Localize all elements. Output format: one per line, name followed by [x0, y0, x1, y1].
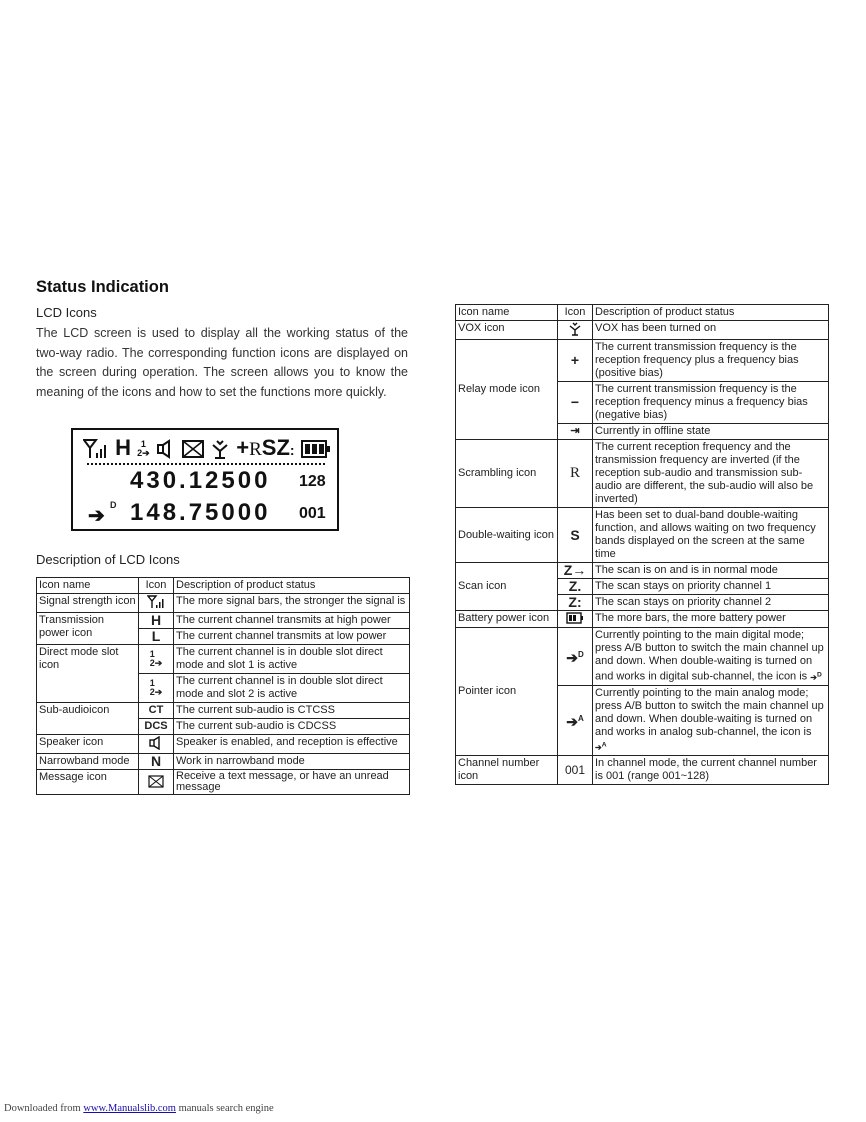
relay-minus-icon: −	[558, 382, 593, 424]
row-description: The scan is on and is in normal mode	[593, 563, 829, 579]
header-description: Description of product status	[593, 305, 829, 321]
row-name: Signal strength icon	[37, 594, 139, 613]
scan-normal-icon: Z→	[558, 563, 593, 579]
pointer-analog-small-icon: ➔$^A$	[595, 741, 607, 753]
lcd-slot-indicator: 1 2➔	[137, 439, 150, 459]
row-name: Pointer icon	[456, 628, 558, 756]
table-row	[37, 645, 410, 674]
channel-number-icon: 001	[558, 756, 593, 785]
header-description: Description of product status	[174, 578, 410, 594]
footer-suffix: manuals search engine	[178, 1103, 274, 1114]
row-description: The current sub-audio is CTCSS	[174, 703, 410, 719]
lcd-main-channel: 128	[299, 473, 326, 490]
lcd-relay-indicator: +	[236, 435, 250, 460]
row-description: The current channel is in double slot direct mode and slot 1 is active	[174, 645, 410, 674]
row-name: Speaker icon	[37, 735, 139, 754]
row-description: The more signal bars, the stronger the signal is	[174, 594, 410, 613]
pointer-arrow-icon: ➔	[88, 505, 105, 527]
table-row	[37, 770, 410, 795]
lcd-scramble-indicator: R	[249, 439, 262, 460]
table1-title: Description of LCD Icons	[36, 552, 180, 567]
scan-priority-1-icon: Z.	[558, 579, 593, 595]
speaker-icon	[139, 735, 174, 754]
table-row	[456, 321, 829, 340]
lcd-main-frequency: 430.12500	[130, 467, 271, 494]
lcd-scan-indicator: Z	[276, 435, 290, 460]
section-title: Status Indication	[36, 278, 169, 296]
table-row	[37, 735, 410, 754]
row-description: Speaker is enabled, and reception is effective	[174, 735, 410, 754]
row-name: Message icon	[37, 770, 139, 795]
row-description: The current transmission frequency is the reception frequency plus a frequency bias (positive bias)	[593, 340, 829, 382]
table-row	[456, 340, 829, 382]
footer	[4, 1103, 274, 1114]
scrambling-icon: R	[558, 440, 593, 508]
relay-offline-icon: ⇥	[558, 424, 593, 440]
lcd-scan-marker: :	[289, 442, 295, 458]
row-name: Scan icon	[456, 563, 558, 611]
row-description: The scan stays on priority channel 1	[593, 579, 829, 595]
lcd-status-row	[83, 435, 331, 461]
scan-priority-2-icon: Z:	[558, 595, 593, 611]
lcd-divider	[87, 463, 325, 465]
row-name: Channel number icon	[456, 756, 558, 785]
lcd-icons-table-1	[36, 577, 410, 795]
row-description: Receive a text message, or have an unread message	[174, 770, 410, 795]
row-name: Narrowband mode	[37, 754, 139, 770]
table-row	[37, 754, 410, 770]
relay-plus-icon: +	[558, 340, 593, 382]
row-description: The current sub-audio is CDCSS	[174, 719, 410, 735]
battery-icon	[558, 611, 593, 628]
table-row	[456, 563, 829, 579]
row-description: Currently pointing to the main digital mode; press A/B button to switch the main channel up and down. When double-waiting is turned on and works in digital sub-channel, the icon is ➔$^D$	[593, 628, 829, 686]
row-name: Scrambling icon	[456, 440, 558, 508]
low-power-icon: L	[139, 629, 174, 645]
ctcss-icon: CT	[139, 703, 174, 719]
table-header-row	[37, 578, 410, 594]
lcd-dual-indicator: S	[261, 435, 277, 460]
signal-strength-icon	[139, 594, 174, 613]
table-row	[37, 594, 410, 613]
row-description: The more bars, the more battery power	[593, 611, 829, 628]
lcd-icons-subhead: LCD Icons	[36, 305, 97, 320]
lcd-pointer-mode: D	[110, 500, 117, 510]
double-waiting-icon: S	[558, 508, 593, 563]
row-name: Battery power icon	[456, 611, 558, 628]
row-description: Currently in offline state	[593, 424, 829, 440]
pointer-digital-small-icon: ➔$^D$	[810, 671, 822, 682]
footer-prefix: Downloaded from	[4, 1103, 81, 1114]
high-power-icon: H	[139, 613, 174, 629]
header-icon-name: Icon name	[456, 305, 558, 321]
slot-2-icon: 1 2➔	[139, 674, 174, 703]
row-description: In channel mode, the current channel number is 001 (range 001~128)	[593, 756, 829, 785]
table-row	[456, 756, 829, 785]
lcd-sub-frequency: 148.75000	[130, 499, 271, 526]
row-description: The current reception frequency and the transmission frequency are inverted (if the reception sub-audio and transmission sub-audio are different, the sub-audio will also be inverted)	[593, 440, 829, 508]
pointer-digital-icon: ➔$^D$	[558, 628, 593, 686]
dcs-icon: DCS	[139, 719, 174, 735]
narrowband-icon: N	[139, 754, 174, 770]
row-name: VOX icon	[456, 321, 558, 340]
table-row	[456, 440, 829, 508]
vox-icon	[558, 321, 593, 340]
envelope-icon	[139, 770, 174, 795]
row-description: The current transmission frequency is the reception frequency minus a frequency bias (negative bias)	[593, 382, 829, 424]
lcd-icons-table-2	[455, 304, 829, 785]
table-row	[37, 703, 410, 719]
row-name: Direct mode slot icon	[37, 645, 139, 703]
header-icon-name: Icon name	[37, 578, 139, 594]
vox-icon	[210, 439, 230, 459]
battery-icon	[301, 439, 331, 459]
envelope-icon	[182, 440, 204, 458]
table-row	[456, 628, 829, 686]
lcd-sub-channel: 001	[299, 505, 326, 522]
signal-bars-icon	[83, 439, 109, 459]
row-name: Double-waiting icon	[456, 508, 558, 563]
row-description: The current channel is in double slot direct mode and slot 2 is active	[174, 674, 410, 703]
row-description: Currently pointing to the main analog mode; press A/B button to switch the main channel up and down. When double-waiting is turned on and works in analog sub-channel, the icon is ➔$^A$	[593, 685, 829, 756]
row-name: Sub-audioicon	[37, 703, 139, 735]
row-description: Work in narrowband mode	[174, 754, 410, 770]
row-description: The current channel transmits at high power	[174, 613, 410, 629]
row-description: The scan stays on priority channel 2	[593, 595, 829, 611]
row-description: Has been set to dual-band double-waiting function, and allows waiting on two frequency bands displayed on the screen at the same time	[593, 508, 829, 563]
table-row	[456, 611, 829, 628]
manualslib-link[interactable]: www.Manualslib.com	[83, 1103, 176, 1114]
row-description: The current channel transmits at low power	[174, 629, 410, 645]
slot-1-icon: 1 2➔	[139, 645, 174, 674]
row-name: Relay mode icon	[456, 340, 558, 440]
header-icon: Icon	[139, 578, 174, 594]
pointer-analog-icon: ➔$^A$	[558, 685, 593, 756]
lcd-power-indicator: H	[115, 435, 132, 460]
lcd-illustration	[71, 428, 339, 531]
row-name: Transmission power icon	[37, 613, 139, 645]
table-row	[456, 508, 829, 563]
speaker-icon	[156, 439, 176, 459]
row-description: VOX has been turned on	[593, 321, 829, 340]
intro-paragraph: The LCD screen is used to display all the working status of the two-way radio. The corresponding function icons are displayed on the screen during operation. The screen allows you to know the meaning of the icons and how to set the functions more quickly.	[36, 326, 408, 399]
intro-section	[36, 278, 408, 402]
table-row	[37, 613, 410, 629]
header-icon: Icon	[558, 305, 593, 321]
table-header-row	[456, 305, 829, 321]
